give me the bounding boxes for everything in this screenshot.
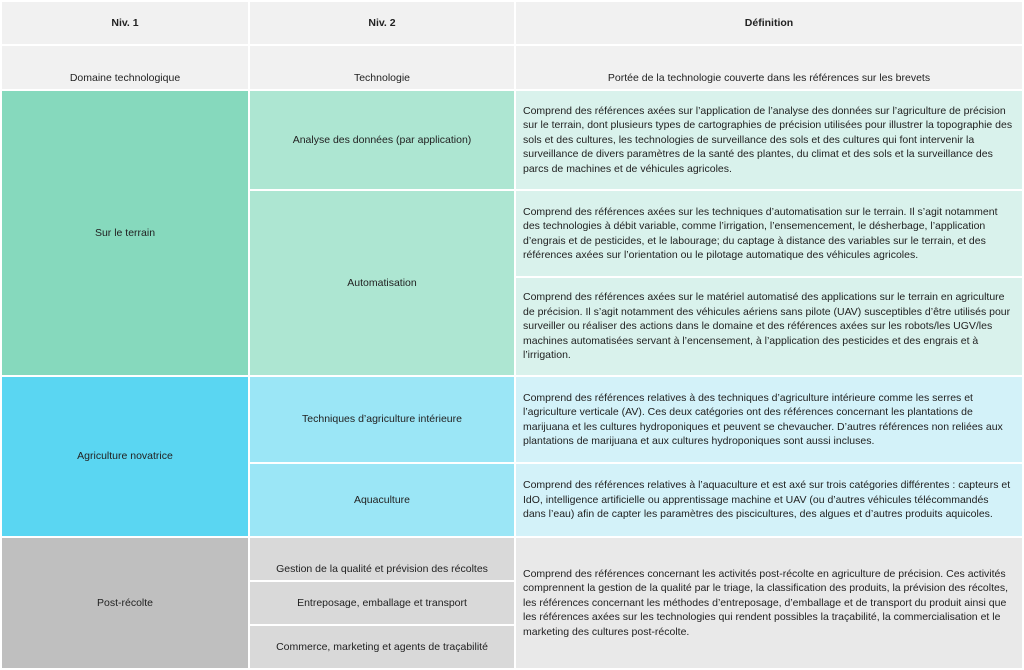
definition-automatisation-materiel: Comprend des références axées sur le matériel automatisé des applications sur le terrain en agriculture de précision. Il s’agit notamment des véhicules aériens sans pilote (UAV) susceptibles d’être utilisés pour surveiller ou réaliser des actions dans le domaine et des références axées sur les robots/les UGV/les machines automatisées servant à l’encensement, à l’application des pesticides et des engrais et à l’irrigation. (516, 278, 1022, 375)
definition-automatisation-terrain: Comprend des références axées sur les techniques d’automatisation sur le terrain. Il s’agit notamment des technologies à débit variable, comme l’irrigation, l’ensemencement, le désherbage, l’application d’engrais et de pesticides, et le labourage; du captage à distance des variables sur le terrain, et des références axées sur l’orientation ou le pilotage automatique des véhicules agricoles. (516, 191, 1022, 276)
tech-entreposage: Entreposage, emballage et transport (250, 582, 514, 624)
header-niv1: Niv. 1 (2, 2, 248, 44)
subheader-technologie: Technologie (250, 46, 514, 89)
tech-analyse-donnees: Analyse des données (par application) (250, 91, 514, 189)
tech-gestion-qualite: Gestion de la qualité et prévision des récoltes (250, 538, 514, 580)
subheader-domaine: Domaine technologique (2, 46, 248, 89)
definition-agriculture-interieure: Comprend des références relatives à des techniques d’agriculture intérieure comme les serres et l’agriculture verticale (AV). Ces deux catégories ont des références concernant les plantations de marijuana et les cultures hydroponiques et peuvent se chevaucher. D’autres références non reliées aux plantations de marijuana et aux cultures hydroponiques sont aussi incluses. (516, 377, 1022, 462)
domain-post-recolte: Post-récolte (2, 538, 248, 668)
definition-analyse-donnees: Comprend des références axées sur l’application de l’analyse des données sur l’agriculture de précision sur le terrain, dont plusieurs types de cartographies de précision utilisées pour illustrer la topographie des sols et des cultures, les technologies de surveillance des sols et des cultures qui font intervenir la surveillance de divers paramètres de la santé des plantes, du climat et des sols et la surveillance des parcs de machines et de véhicules agricoles. (516, 91, 1022, 189)
header-niv2: Niv. 2 (250, 2, 514, 44)
definition-post-recolte: Comprend des références concernant les activités post-récolte en agriculture de précision. Ces activités comprennent la gestion de la qualité par le triage, la classification des produits, la prévision des récoltes, les références concernant les méthodes d’entreposage, d’emballage et de transport du produit ainsi que les références axées sur les technologies qui rendent possibles la traçabilité, la commercialisation et le marketing des cultures post-récolte. (516, 538, 1022, 668)
domain-sur-le-terrain: Sur le terrain (2, 91, 248, 375)
tech-agriculture-interieure: Techniques d’agriculture intérieure (250, 377, 514, 462)
tech-automatisation: Automatisation (250, 191, 514, 375)
tech-aquaculture: Aquaculture (250, 464, 514, 536)
tech-commerce-marketing: Commerce, marketing et agents de traçabilité (250, 626, 514, 668)
subheader-portee: Portée de la technologie couverte dans les références sur les brevets (516, 46, 1022, 89)
header-definition: Définition (516, 2, 1022, 44)
definition-aquaculture: Comprend des références relatives à l’aquaculture et est axé sur trois catégories différentes : capteurs et IdO, intelligence artificielle ou apprentissage machine et UAV (ou d’autres véhicules télécommandés dans l’eau) afin de capter les paramètres des piscicultures, des algues et d’autres produits aquicoles. (516, 464, 1022, 536)
domain-agriculture-novatrice: Agriculture novatrice (2, 377, 248, 536)
